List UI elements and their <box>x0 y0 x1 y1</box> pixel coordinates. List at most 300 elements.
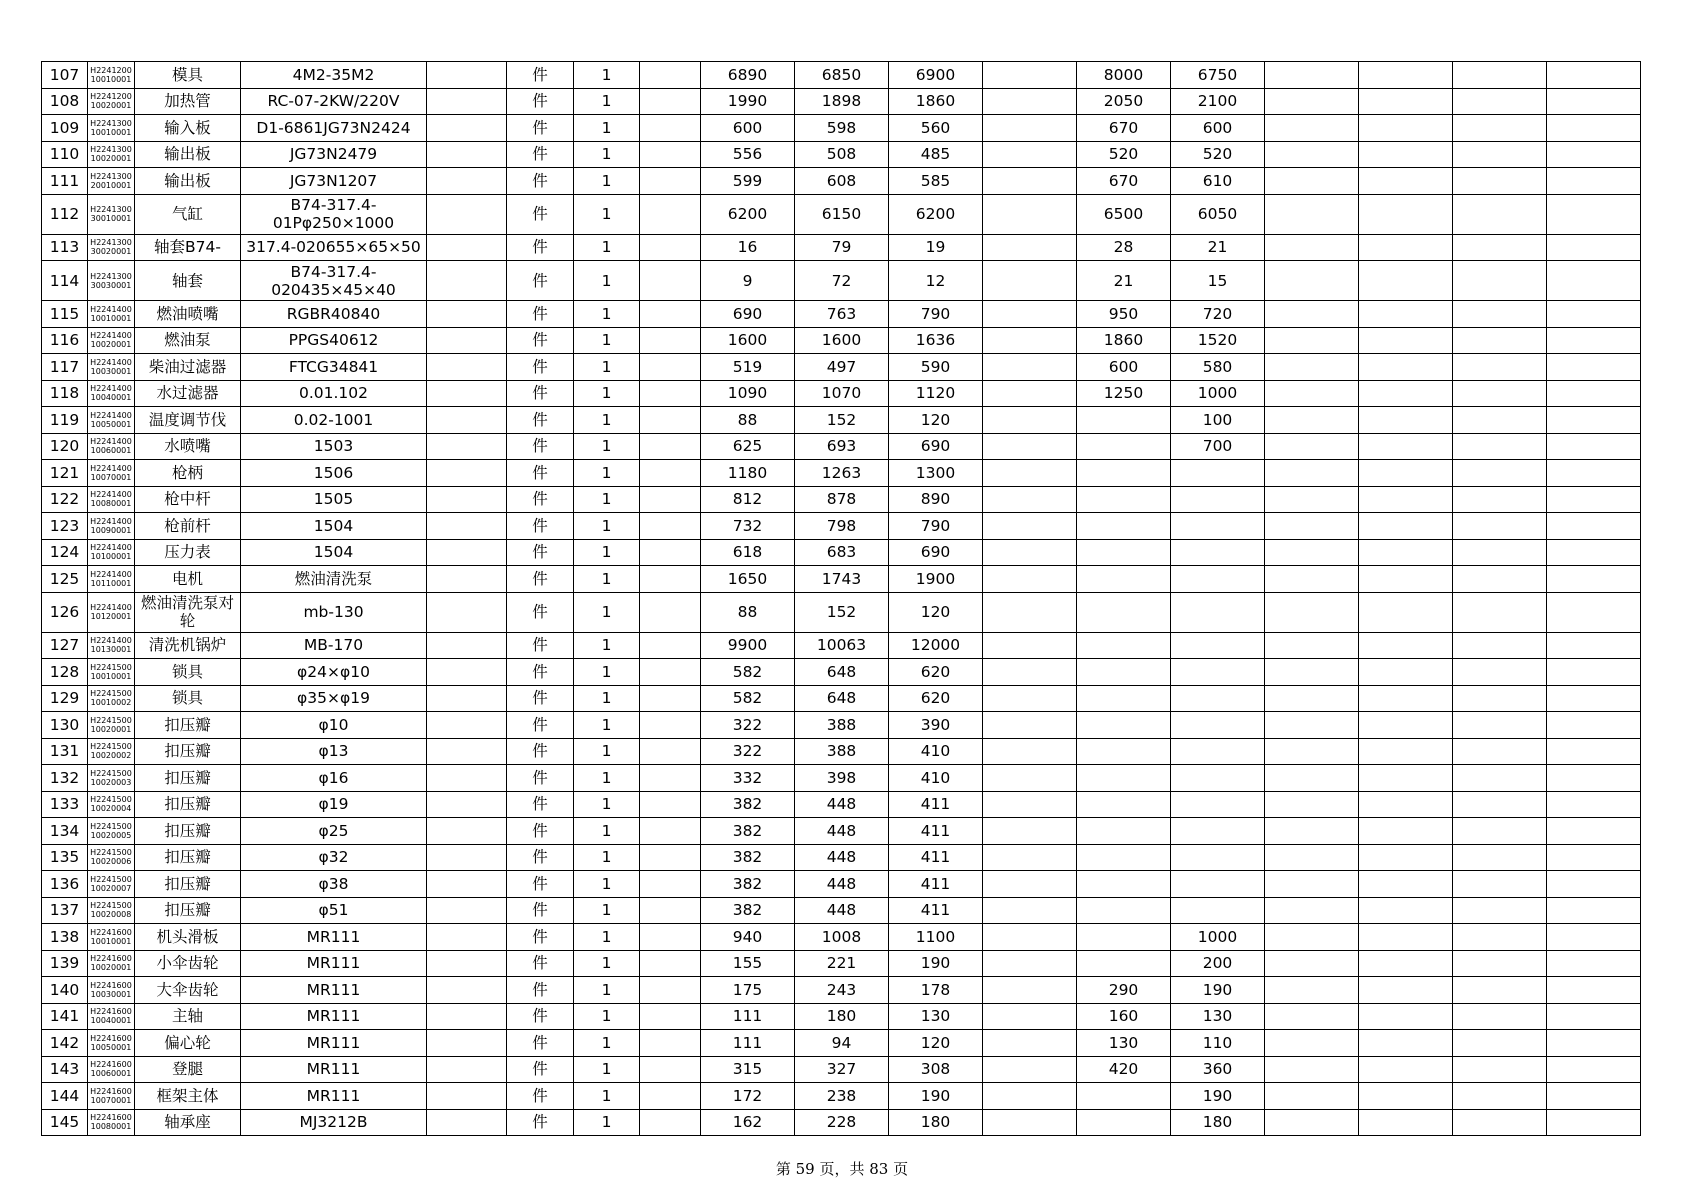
price-4 <box>1077 460 1171 487</box>
item-code: H224130020010001 <box>88 168 135 195</box>
blank-cell <box>427 977 507 1004</box>
blank-cell <box>1359 380 1453 407</box>
price-5: 110 <box>1171 1030 1265 1057</box>
blank-cell <box>427 168 507 195</box>
blank-cell <box>640 513 701 540</box>
blank-cell <box>1547 1083 1641 1110</box>
blank-cell <box>1453 592 1547 632</box>
blank-cell <box>1453 950 1547 977</box>
blank-cell <box>1547 1003 1641 1030</box>
price-2: 508 <box>795 141 889 168</box>
price-1: 382 <box>701 897 795 924</box>
price-5: 190 <box>1171 1083 1265 1110</box>
item-code: H224160010070001 <box>88 1083 135 1110</box>
row-number: 141 <box>42 1003 88 1030</box>
item-name: 加热管 <box>135 88 241 115</box>
page-footer: 第 59 页，共 83 页 <box>775 1160 909 1178</box>
item-name: 水过滤器 <box>135 380 241 407</box>
blank-cell <box>1359 486 1453 513</box>
blank-cell <box>640 659 701 686</box>
item-spec: φ38 <box>241 871 427 898</box>
blank-cell <box>1265 234 1359 261</box>
blank-cell <box>1453 327 1547 354</box>
unit: 件 <box>507 433 574 460</box>
blank-cell <box>1547 977 1641 1004</box>
unit: 件 <box>507 513 574 540</box>
price-2: 448 <box>795 818 889 845</box>
price-3: 6200 <box>889 194 983 234</box>
price-3: 690 <box>889 433 983 460</box>
table-row <box>42 261 1641 301</box>
blank-cell <box>1453 234 1547 261</box>
blank-cell <box>1547 407 1641 434</box>
unit: 件 <box>507 765 574 792</box>
blank-cell <box>1453 897 1547 924</box>
price-1: 1600 <box>701 327 795 354</box>
row-number: 144 <box>42 1083 88 1110</box>
blank-cell <box>983 513 1077 540</box>
blank-cell <box>1547 592 1641 632</box>
blank-cell <box>1547 460 1641 487</box>
blank-cell <box>1359 433 1453 460</box>
price-2: 448 <box>795 897 889 924</box>
price-1: 155 <box>701 950 795 977</box>
price-1: 1180 <box>701 460 795 487</box>
price-2: 398 <box>795 765 889 792</box>
blank-cell <box>1265 380 1359 407</box>
blank-cell <box>640 924 701 951</box>
unit: 件 <box>507 1030 574 1057</box>
row-number: 142 <box>42 1030 88 1057</box>
blank-cell <box>983 1030 1077 1057</box>
blank-cell <box>1265 632 1359 659</box>
item-code: H224150010020005 <box>88 818 135 845</box>
item-name: 扣压瓣 <box>135 897 241 924</box>
blank-cell <box>427 592 507 632</box>
blank-cell <box>1265 194 1359 234</box>
item-code: H224140010120001 <box>88 592 135 632</box>
blank-cell <box>640 765 701 792</box>
blank-cell <box>1453 738 1547 765</box>
blank-cell <box>983 62 1077 89</box>
blank-cell <box>427 539 507 566</box>
blank-cell <box>640 1109 701 1136</box>
table-row <box>42 871 1641 898</box>
blank-cell <box>1547 168 1641 195</box>
blank-cell <box>1547 685 1641 712</box>
blank-cell <box>1547 712 1641 739</box>
blank-cell <box>640 380 701 407</box>
blank-cell <box>1453 301 1547 328</box>
blank-cell <box>1359 513 1453 540</box>
row-number: 108 <box>42 88 88 115</box>
price-3: 6900 <box>889 62 983 89</box>
blank-cell <box>1265 539 1359 566</box>
table-row <box>42 513 1641 540</box>
item-spec: φ35×φ19 <box>241 685 427 712</box>
blank-cell <box>1265 685 1359 712</box>
row-number: 113 <box>42 234 88 261</box>
item-spec: JG73N1207 <box>241 168 427 195</box>
item-code: H224150010020003 <box>88 765 135 792</box>
price-2: 648 <box>795 659 889 686</box>
price-5 <box>1171 765 1265 792</box>
quantity: 1 <box>574 712 640 739</box>
unit: 件 <box>507 791 574 818</box>
price-1: 582 <box>701 685 795 712</box>
price-3: 308 <box>889 1056 983 1083</box>
blank-cell <box>640 234 701 261</box>
item-name: 燃油喷嘴 <box>135 301 241 328</box>
price-5 <box>1171 460 1265 487</box>
blank-cell <box>640 407 701 434</box>
price-1: 88 <box>701 592 795 632</box>
row-number: 136 <box>42 871 88 898</box>
item-code: H224120010010001 <box>88 62 135 89</box>
unit: 件 <box>507 871 574 898</box>
item-name: 锁具 <box>135 685 241 712</box>
table-row <box>42 486 1641 513</box>
item-name: 温度调节伐 <box>135 407 241 434</box>
blank-cell <box>640 354 701 381</box>
blank-cell <box>1547 433 1641 460</box>
blank-cell <box>640 844 701 871</box>
blank-cell <box>1547 924 1641 951</box>
price-1: 9900 <box>701 632 795 659</box>
unit: 件 <box>507 818 574 845</box>
blank-cell <box>1359 950 1453 977</box>
table-body <box>42 62 1641 1136</box>
item-spec: mb-130 <box>241 592 427 632</box>
blank-cell <box>1453 1056 1547 1083</box>
item-name: 偏心轮 <box>135 1030 241 1057</box>
blank-cell <box>427 407 507 434</box>
price-3: 12 <box>889 261 983 301</box>
unit: 件 <box>507 141 574 168</box>
blank-cell <box>427 62 507 89</box>
item-code: H224150010020002 <box>88 738 135 765</box>
unit: 件 <box>507 712 574 739</box>
blank-cell <box>1547 301 1641 328</box>
blank-cell <box>1547 765 1641 792</box>
item-spec: B74-317.4-01Pφ250×1000 <box>241 194 427 234</box>
blank-cell <box>1359 977 1453 1004</box>
blank-cell <box>427 194 507 234</box>
price-2: 388 <box>795 712 889 739</box>
blank-cell <box>1453 659 1547 686</box>
price-3: 620 <box>889 685 983 712</box>
blank-cell <box>640 486 701 513</box>
item-spec: φ51 <box>241 897 427 924</box>
blank-cell <box>983 460 1077 487</box>
unit: 件 <box>507 194 574 234</box>
blank-cell <box>1265 592 1359 632</box>
price-2: 1008 <box>795 924 889 951</box>
item-spec: 0.01.102 <box>241 380 427 407</box>
price-1: 6200 <box>701 194 795 234</box>
item-name: 框架主体 <box>135 1083 241 1110</box>
price-4: 670 <box>1077 168 1171 195</box>
table-row <box>42 234 1641 261</box>
price-5: 2100 <box>1171 88 1265 115</box>
row-number: 122 <box>42 486 88 513</box>
item-spec: 1504 <box>241 513 427 540</box>
price-2: 180 <box>795 1003 889 1030</box>
price-3: 620 <box>889 659 983 686</box>
blank-cell <box>1359 712 1453 739</box>
row-number: 116 <box>42 327 88 354</box>
price-5 <box>1171 738 1265 765</box>
blank-cell <box>1453 1003 1547 1030</box>
blank-cell <box>1265 1109 1359 1136</box>
blank-cell <box>983 685 1077 712</box>
blank-cell <box>427 659 507 686</box>
unit: 件 <box>507 354 574 381</box>
item-code: H224130030030001 <box>88 261 135 301</box>
blank-cell <box>1547 380 1641 407</box>
unit: 件 <box>507 659 574 686</box>
blank-cell <box>983 327 1077 354</box>
item-spec: 317.4-020655×65×50 <box>241 234 427 261</box>
price-5: 720 <box>1171 301 1265 328</box>
blank-cell <box>983 950 1077 977</box>
price-4 <box>1077 1109 1171 1136</box>
blank-cell <box>1453 632 1547 659</box>
item-code: H224140010110001 <box>88 566 135 593</box>
blank-cell <box>640 738 701 765</box>
price-4: 290 <box>1077 977 1171 1004</box>
price-1: 940 <box>701 924 795 951</box>
item-name: 气缸 <box>135 194 241 234</box>
price-4 <box>1077 738 1171 765</box>
quantity: 1 <box>574 115 640 142</box>
price-3: 411 <box>889 818 983 845</box>
blank-cell <box>1547 659 1641 686</box>
blank-cell <box>427 844 507 871</box>
item-spec: MR111 <box>241 950 427 977</box>
price-1: 599 <box>701 168 795 195</box>
item-spec: 1504 <box>241 539 427 566</box>
price-3: 178 <box>889 977 983 1004</box>
price-5: 100 <box>1171 407 1265 434</box>
table-row <box>42 115 1641 142</box>
price-4 <box>1077 486 1171 513</box>
item-spec: 0.02-1001 <box>241 407 427 434</box>
blank-cell <box>983 818 1077 845</box>
blank-cell <box>427 261 507 301</box>
price-2: 1743 <box>795 566 889 593</box>
quantity: 1 <box>574 234 640 261</box>
quantity: 1 <box>574 62 640 89</box>
blank-cell <box>1359 1030 1453 1057</box>
item-name: 轴承座 <box>135 1109 241 1136</box>
row-number: 134 <box>42 818 88 845</box>
price-5: 610 <box>1171 168 1265 195</box>
unit: 件 <box>507 566 574 593</box>
row-number: 129 <box>42 685 88 712</box>
blank-cell <box>983 1109 1077 1136</box>
item-code: H224150010010001 <box>88 659 135 686</box>
unit: 件 <box>507 592 574 632</box>
blank-cell <box>1359 460 1453 487</box>
price-4 <box>1077 1083 1171 1110</box>
quantity: 1 <box>574 566 640 593</box>
blank-cell <box>1547 261 1641 301</box>
blank-cell <box>1359 141 1453 168</box>
blank-cell <box>1453 194 1547 234</box>
price-2: 72 <box>795 261 889 301</box>
item-code: H224150010020004 <box>88 791 135 818</box>
blank-cell <box>427 1030 507 1057</box>
row-number: 119 <box>42 407 88 434</box>
price-3: 790 <box>889 301 983 328</box>
blank-cell <box>427 513 507 540</box>
blank-cell <box>1453 712 1547 739</box>
item-name: 电机 <box>135 566 241 593</box>
price-3: 790 <box>889 513 983 540</box>
blank-cell <box>1359 1083 1453 1110</box>
item-name: 扣压瓣 <box>135 871 241 898</box>
price-3: 410 <box>889 738 983 765</box>
item-code: H224130030020001 <box>88 234 135 261</box>
item-code: H224140010030001 <box>88 354 135 381</box>
price-5 <box>1171 539 1265 566</box>
blank-cell <box>427 791 507 818</box>
blank-cell <box>640 539 701 566</box>
price-3: 120 <box>889 1030 983 1057</box>
price-3: 411 <box>889 791 983 818</box>
price-1: 162 <box>701 1109 795 1136</box>
price-5 <box>1171 632 1265 659</box>
row-number: 128 <box>42 659 88 686</box>
blank-cell <box>640 261 701 301</box>
price-5: 200 <box>1171 950 1265 977</box>
blank-cell <box>983 301 1077 328</box>
quantity: 1 <box>574 765 640 792</box>
quantity: 1 <box>574 977 640 1004</box>
blank-cell <box>983 141 1077 168</box>
blank-cell <box>1359 327 1453 354</box>
price-4 <box>1077 924 1171 951</box>
price-1: 111 <box>701 1003 795 1030</box>
table-row <box>42 433 1641 460</box>
blank-cell <box>983 791 1077 818</box>
blank-cell <box>1547 871 1641 898</box>
blank-cell <box>1359 818 1453 845</box>
price-3: 1636 <box>889 327 983 354</box>
price-5 <box>1171 659 1265 686</box>
price-2: 152 <box>795 407 889 434</box>
blank-cell <box>1453 1030 1547 1057</box>
price-3: 690 <box>889 539 983 566</box>
price-4 <box>1077 791 1171 818</box>
table-row <box>42 685 1641 712</box>
item-name: 扣压瓣 <box>135 738 241 765</box>
price-5 <box>1171 513 1265 540</box>
quantity: 1 <box>574 407 640 434</box>
item-code: H224140010080001 <box>88 486 135 513</box>
unit: 件 <box>507 327 574 354</box>
price-5: 580 <box>1171 354 1265 381</box>
quantity: 1 <box>574 88 640 115</box>
blank-cell <box>1359 354 1453 381</box>
blank-cell <box>983 407 1077 434</box>
price-4 <box>1077 592 1171 632</box>
blank-cell <box>427 234 507 261</box>
price-2: 683 <box>795 539 889 566</box>
blank-cell <box>1547 62 1641 89</box>
item-name: 主轴 <box>135 1003 241 1030</box>
blank-cell <box>1265 115 1359 142</box>
quantity: 1 <box>574 261 640 301</box>
item-code: H224140010040001 <box>88 380 135 407</box>
blank-cell <box>1453 380 1547 407</box>
blank-cell <box>1453 486 1547 513</box>
blank-cell <box>1547 1109 1641 1136</box>
item-name: 扣压瓣 <box>135 818 241 845</box>
unit: 件 <box>507 407 574 434</box>
unit: 件 <box>507 234 574 261</box>
blank-cell <box>983 924 1077 951</box>
quantity: 1 <box>574 513 640 540</box>
blank-cell <box>427 738 507 765</box>
blank-cell <box>1359 592 1453 632</box>
price-2: 763 <box>795 301 889 328</box>
item-name: 登腿 <box>135 1056 241 1083</box>
blank-cell <box>1547 1030 1641 1057</box>
price-1: 172 <box>701 1083 795 1110</box>
price-1: 812 <box>701 486 795 513</box>
table-row <box>42 327 1641 354</box>
table-row <box>42 1083 1641 1110</box>
price-3: 411 <box>889 897 983 924</box>
table-row <box>42 738 1641 765</box>
table-row <box>42 460 1641 487</box>
blank-cell <box>1359 115 1453 142</box>
price-3: 411 <box>889 844 983 871</box>
quantity: 1 <box>574 844 640 871</box>
item-code: H224160010030001 <box>88 977 135 1004</box>
table-row <box>42 539 1641 566</box>
blank-cell <box>427 380 507 407</box>
price-4: 130 <box>1077 1030 1171 1057</box>
blank-cell <box>640 897 701 924</box>
blank-cell <box>1547 791 1641 818</box>
row-number: 109 <box>42 115 88 142</box>
blank-cell <box>640 977 701 1004</box>
price-5 <box>1171 592 1265 632</box>
table-row <box>42 62 1641 89</box>
table-row <box>42 354 1641 381</box>
blank-cell <box>1453 433 1547 460</box>
price-2: 10063 <box>795 632 889 659</box>
price-2: 1898 <box>795 88 889 115</box>
row-number: 131 <box>42 738 88 765</box>
item-spec: FTCG34841 <box>241 354 427 381</box>
blank-cell <box>427 1109 507 1136</box>
blank-cell <box>1453 261 1547 301</box>
price-5 <box>1171 844 1265 871</box>
blank-cell <box>1265 871 1359 898</box>
blank-cell <box>983 844 1077 871</box>
price-4: 2050 <box>1077 88 1171 115</box>
table-row <box>42 659 1641 686</box>
table-row <box>42 1056 1641 1083</box>
blank-cell <box>1265 712 1359 739</box>
blank-cell <box>1265 168 1359 195</box>
blank-cell <box>983 592 1077 632</box>
blank-cell <box>1265 354 1359 381</box>
